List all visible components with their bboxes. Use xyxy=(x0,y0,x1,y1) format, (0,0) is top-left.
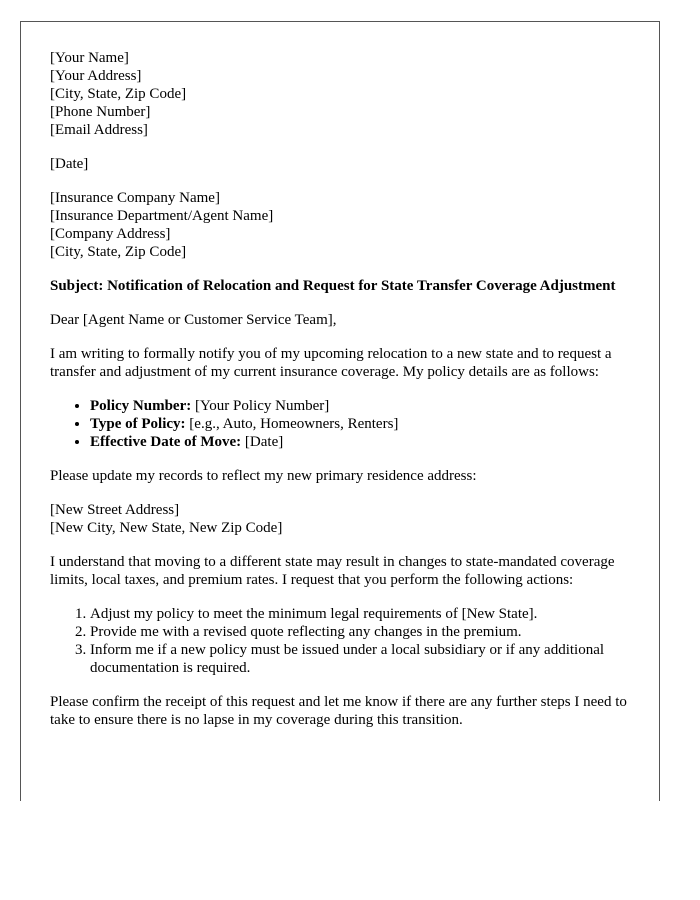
new-address-block xyxy=(50,501,632,537)
recipient-department: [Insurance Department/Agent Name] xyxy=(50,208,274,224)
sender-name: [Your Name] xyxy=(50,50,129,66)
policy-detail-item xyxy=(90,433,632,451)
move-date-value: [Date] xyxy=(241,434,284,450)
sender-phone: [Phone Number] xyxy=(50,104,151,120)
policy-details-list xyxy=(50,397,632,451)
policy-number-label: Policy Number: xyxy=(90,398,192,414)
salutation: Dear [Agent Name or Customer Service Team], xyxy=(50,312,337,328)
action-item: 3. Inform me if a new policy must be issued under a local subsidiary or if any additional documentation is required. xyxy=(90,641,632,677)
actions-list xyxy=(50,605,632,677)
action-item: 1. Adjust my policy to meet the minimum legal requirements of [New State]. xyxy=(90,605,632,623)
sender-block xyxy=(50,49,632,139)
policy-detail-item xyxy=(90,397,632,415)
recipient-company: [Insurance Company Name] xyxy=(50,190,220,206)
new-street-address: [New Street Address] xyxy=(50,502,180,518)
date-line: [Date] xyxy=(50,156,89,172)
sender-address: [Your Address] xyxy=(50,68,142,84)
policy-detail-item xyxy=(90,415,632,433)
letter-body xyxy=(50,49,632,745)
understanding-paragraph: I understand that moving to a different state may result in changes to state-mandated coverage limits, local taxes, and premium rates. I request that you perform the following actions: xyxy=(50,554,615,588)
sender-city-state-zip: [City, State, Zip Code] xyxy=(50,86,187,102)
policy-type-label: Type of Policy: xyxy=(90,416,186,432)
subject-line: Subject: Notification of Relocation and Request for State Transfer Coverage Adjustment xyxy=(50,278,616,294)
closing-paragraph: Please confirm the receipt of this request and let me know if there are any further steps I need to take to ensure there is no lapse in my coverage during this transition. xyxy=(50,694,627,728)
intro-paragraph: I am writing to formally notify you of my upcoming relocation to a new state and to request a transfer and adjustment of my current insurance coverage. My policy details are as follows: xyxy=(50,346,612,380)
recipient-block xyxy=(50,189,632,261)
action-item: 2. Provide me with a revised quote reflecting any changes in the premium. xyxy=(90,623,632,641)
policy-type-value: [e.g., Auto, Homeowners, Renters] xyxy=(185,416,399,432)
update-request-paragraph: Please update my records to reflect my new primary residence address: xyxy=(50,468,477,484)
move-date-label: Effective Date of Move: xyxy=(90,434,242,450)
letter-page xyxy=(20,21,660,801)
recipient-city-state-zip: [City, State, Zip Code] xyxy=(50,244,187,260)
new-city-state-zip: [New City, New State, New Zip Code] xyxy=(50,520,283,536)
sender-email: [Email Address] xyxy=(50,122,148,138)
recipient-address: [Company Address] xyxy=(50,226,171,242)
policy-number-value: [Your Policy Number] xyxy=(191,398,330,414)
